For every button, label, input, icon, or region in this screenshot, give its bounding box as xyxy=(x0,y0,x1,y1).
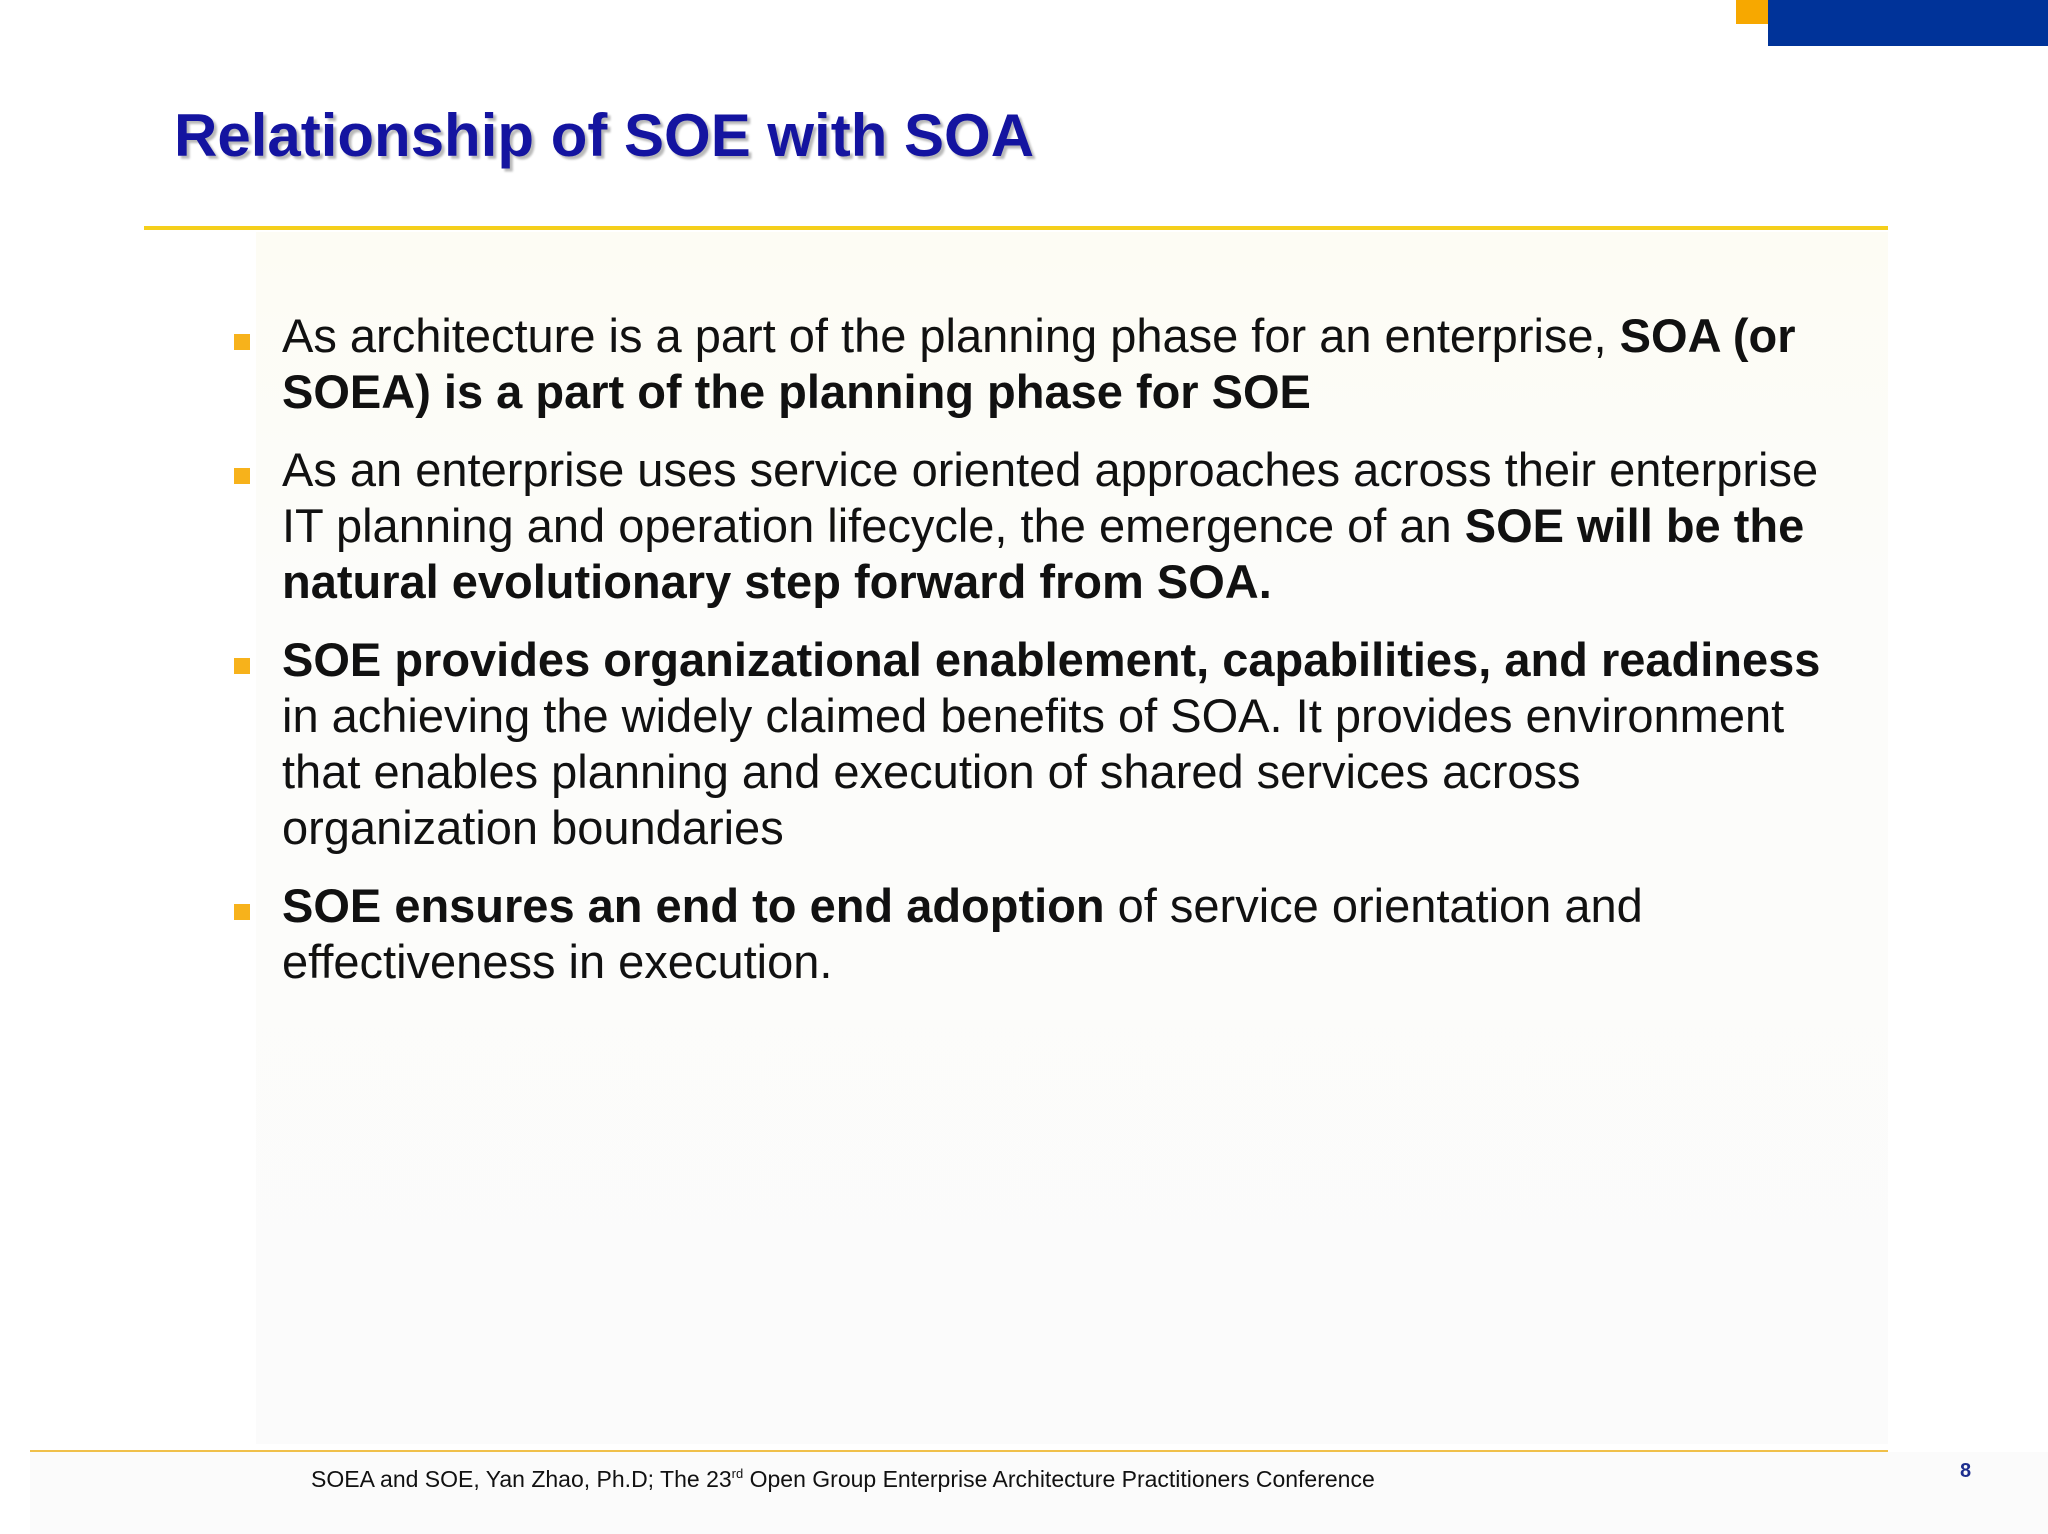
footer-divider xyxy=(30,1450,1888,1452)
footer-superscript: rd xyxy=(731,1466,744,1481)
bullet-square-icon xyxy=(234,334,250,350)
footer-text-start: SOEA and SOE, Yan Zhao, Ph.D; The 23 xyxy=(311,1466,732,1492)
bullet-item xyxy=(232,308,1832,420)
footer-text-end: Open Group Enterprise Architecture Practitioners Conference xyxy=(743,1466,1375,1492)
bullet-item xyxy=(232,878,1832,990)
bullet-square-icon xyxy=(234,658,250,674)
bullet-text-regular: of service orientation and effectiveness in execution. xyxy=(282,879,1643,988)
bullet-text-regular: As an enterprise uses service oriented approaches across their enterprise IT planning and operation lifecycle, the emergence of an xyxy=(282,443,1819,552)
page-number: 8 xyxy=(1960,1460,1972,1482)
bullet-square-icon xyxy=(234,904,250,920)
brand-accent-orange xyxy=(1736,0,1768,24)
bullet-item xyxy=(232,632,1832,856)
bullet-text-bold: SOE ensures an end to end adoption xyxy=(282,879,1105,932)
bullet-item xyxy=(232,442,1832,610)
title-divider xyxy=(144,226,1888,230)
bullet-text-regular: As architecture is a part of the planning phase for an enterprise, xyxy=(282,309,1620,362)
bullet-text-bold: SOE provides organizational enablement, capabilities, and readiness xyxy=(282,633,1821,686)
brand-accent-blue xyxy=(1768,0,2048,46)
bullet-list xyxy=(232,308,1832,1012)
footer-citation xyxy=(311,1464,1375,1494)
bullet-square-icon xyxy=(234,468,250,484)
bullet-text-bold: SOE will be the natural evolutionary step forward from SOA. xyxy=(282,499,1805,608)
bullet-text-regular: in achieving the widely claimed benefits of SOA. It provides environment that enables planning and execution of shared services across organization boundaries xyxy=(282,689,1785,854)
bullet-text-bold: SOA (or SOEA) is a part of the planning phase for SOE xyxy=(282,309,1796,418)
slide-title: Relationship of SOE with SOA xyxy=(174,102,1035,169)
